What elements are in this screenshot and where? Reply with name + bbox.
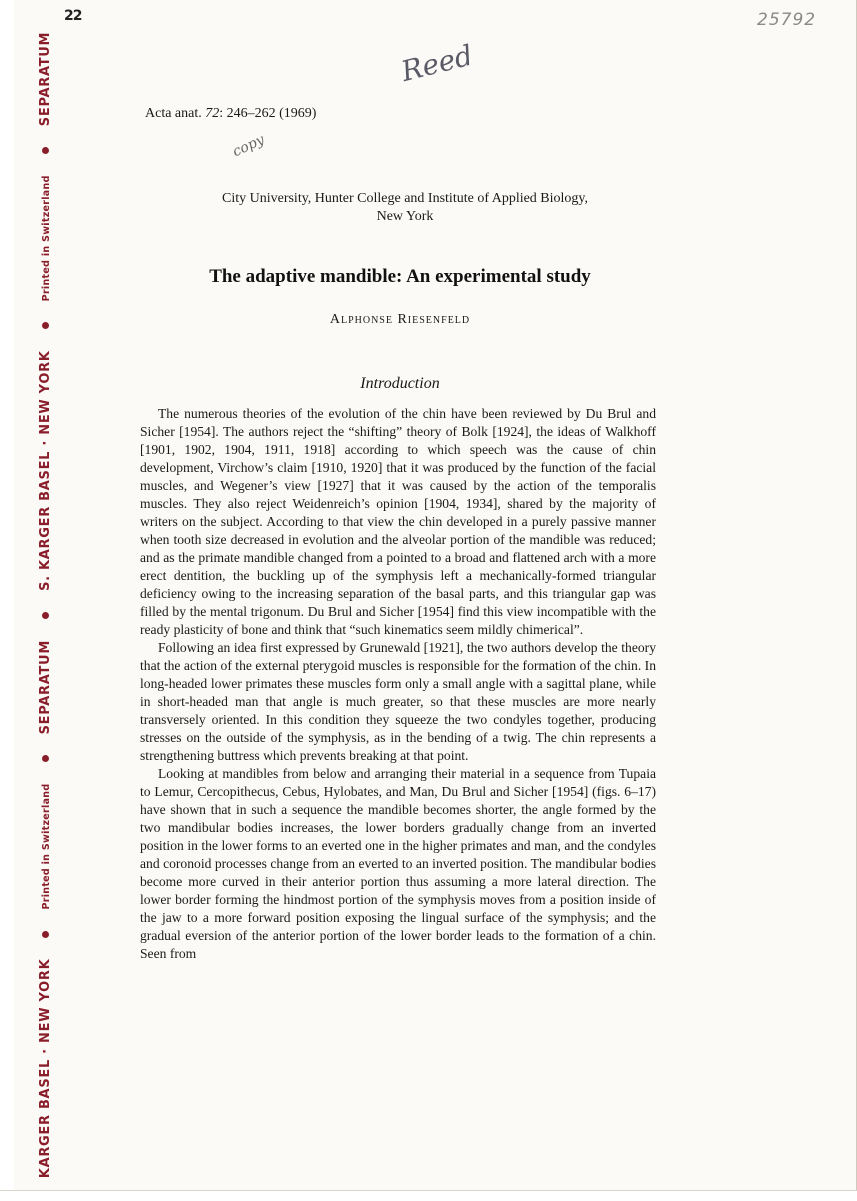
spine-dot: [42, 147, 49, 154]
spine-segment: KARGER BASEL · NEW YORK: [38, 958, 53, 1179]
page-margin: [0, 0, 14, 1200]
spine-dot: [42, 612, 49, 619]
journal-name: Acta anat.: [145, 106, 202, 121]
journal-citation: [145, 106, 316, 122]
handwritten-signature: Reed: [398, 38, 476, 89]
affiliation-line: New York: [376, 209, 434, 224]
pencil-note: copy: [230, 131, 267, 161]
spine-banner: [22, 20, 68, 1190]
paragraph: Following an idea first expressed by Grunewald [1921], the two authors develop the theory that the action of the external pterygoid muscles is responsible for the formation of the chin. In long-headed lower primates these muscles form only a small angle with a sagittal plane, while in short-headed man that angle is much greater, so that these muscles are more nearly transversely oriented. In this condition they squeeze the two condyles together, producing stresses on the outside of the symphysis, as in the bending of a twig. The chin represents a strengthening buttress which prevents breaking at that point.: [140, 640, 656, 763]
section-heading: Introduction: [360, 375, 440, 392]
journal-volume: 72: [205, 106, 220, 121]
affiliation: [160, 190, 650, 226]
spine-segment: Printed in Switzerland: [41, 783, 52, 910]
spine-dot: [42, 755, 49, 762]
page-bottom-edge: [0, 1190, 857, 1201]
spine-dot: [42, 322, 49, 329]
paper-title: The adaptive mandible: An experimental study: [209, 266, 591, 287]
spine-segment: Printed in Switzerland: [41, 175, 52, 302]
affiliation-line: City University, Hunter College and Institute of Applied Biology,: [221, 191, 589, 206]
spine-segment: S. KARGER BASEL · NEW YORK: [38, 350, 53, 591]
spine-segment: SEPARATUM: [38, 640, 53, 735]
author-name: Alphonse Riesenfeld: [329, 312, 471, 327]
spine-dot: [42, 931, 49, 938]
paragraph: Looking at mandibles from below and arranging their material in a sequence from Tupaia to Lemur, Cercopithecus, Cebus, Hylobates, and Man, Du Brul and Sicher [1954] (figs. 6–17) have shown that in such a sequence the mandible becomes shorter, the angle formed by the two mandibular bodies increases, the lower borders gradually change from an inverted position in the lower forms to an everted one in the higher primates and man, and the condyles and coronoid processes change from an everted to an inverted position. The mandibular bodies become more curved in their anterior portion thus assuming a more lateral direction. The lower border forming the hindmost portion of the symphysis moves from a position inside of the jaw to a more forward position exposing the lingual surface of the symphysis; and the gradual eversion of the anterior portion of the lower border leads to the formation of a chin. Seen from: [140, 766, 656, 961]
paragraph: The numerous theories of the evolution of the chin have been reviewed by Du Brul and Sicher [1954]. The authors reject the “shifting” theory of Bolk [1924], the ideas of Walkhoff [1901, 1902, 1904, 1911, 1918] according to which speech was the cause of chin development, Virchow’s claim [1910, 1920] that it was produced by the function of the facial muscles, and Wegener’s view [1927] that it was caused by the action of the temporalis muscles. They also reject Weidenreich’s opinion [1904, 1934], shared by the majority of writers on the subject. According to that view the chin developed in a purely passive manner when tooth size decreased in evolution and the alveolar portion of the mandible was reduced; and as the primate mandible changed from a pointed to a broad and flattened arch with a more erect dentition, the buckling up of the symphysis left a mechanically-formed triangular deficiency owing to the increasing separation of the basal parts, and this triangular gap was filled by the mental trigonum. Du Brul and Sicher [1954] find this view incompatible with the ready plasticity of bone and think that “such kinematics seem mildly chimerical”.: [140, 406, 656, 637]
journal-pages: : 246–262 (1969): [219, 106, 317, 121]
corner-mark: 22: [64, 8, 82, 24]
spine-segment: SEPARATUM: [38, 31, 53, 127]
handwritten-number: 25792: [757, 10, 817, 30]
body-text: [140, 405, 656, 963]
